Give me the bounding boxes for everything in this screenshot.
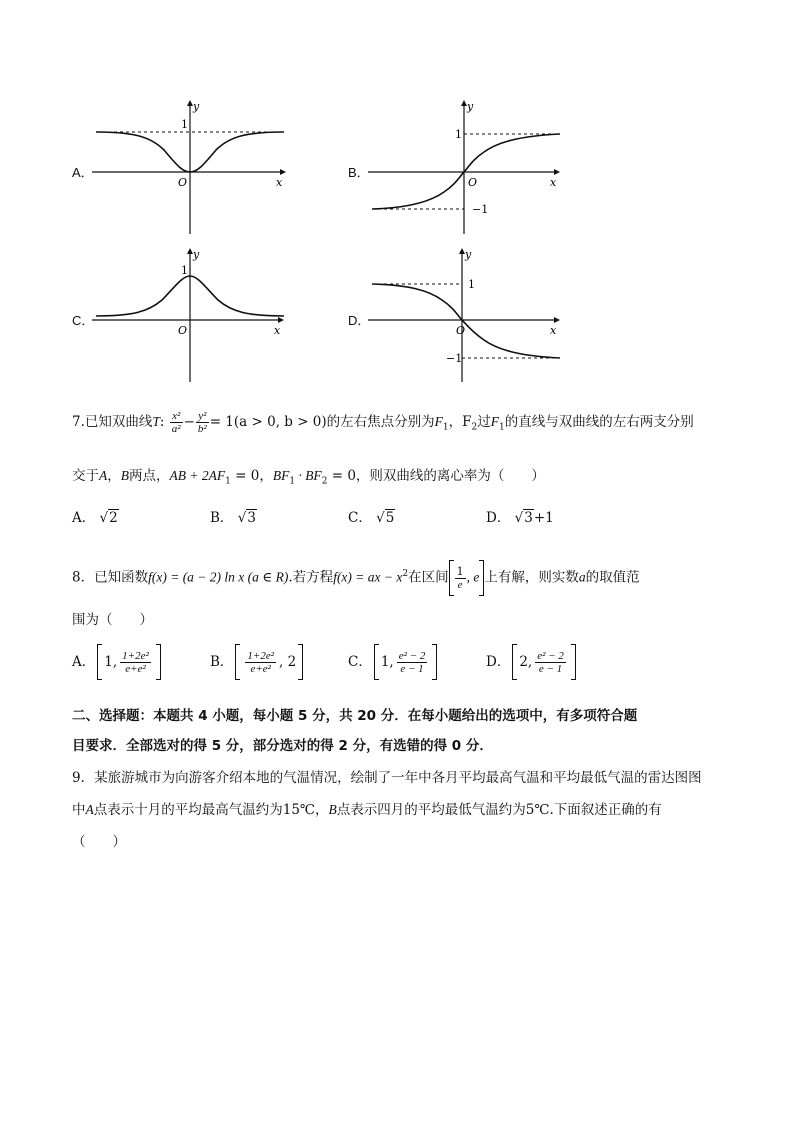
- q7-line2-b: 两点，: [129, 468, 170, 484]
- q9-line2-e: .下面叙述正确的有: [549, 802, 662, 818]
- q8-line-1: 8．已知函数f(x) = (a − 2) ln x (a ∈ R).若方程f(x) = ax − $x^2$在区间 $\frac{1}{e}$ , e 上有解，则实数a的取值范: [72, 560, 640, 596]
- q7-line-1: 7.已知双曲线T: $\frac{\text{x²}}{\text{a²}}$ − $\frac{\text{y²}}{\text{b²}}$ = 1(a > 0, b > 0)的左右焦点分别为$F_1$，$F_2$过$F_1$的直线与双曲线的左右两支分别: [72, 410, 694, 435]
- q7-frac-x: $\frac{\text{x²}}{\text{a²}}$: [171, 410, 181, 435]
- graph-a: [92, 98, 292, 238]
- graph-b: [368, 98, 568, 238]
- axis-x-label: x: [274, 324, 281, 337]
- q7-line-2: 交于A，B两点，AB + $2AF_1 = 0$，$BF_1 \cdot BF_2 = 0$，则双曲线的离心率为（ ）: [72, 468, 545, 487]
- option-a-label: A．: [72, 165, 94, 180]
- q9-line-1: 9．某旅游城市为向游客介绍本地的气温情况，绘制了一年中各月平均最高气温和平均最低气温的雷达图图: [72, 770, 702, 786]
- q7-text-1: 的左右焦点分别为: [326, 414, 435, 430]
- q7-vector-eq-2: BF: [272, 468, 290, 483]
- q9-point-b: B: [328, 802, 337, 817]
- q9-point-a: A: [85, 802, 94, 817]
- axis-x-label: x: [276, 176, 283, 189]
- tick-1-label: 1: [181, 264, 188, 277]
- q7-f1: F: [434, 414, 443, 429]
- q7-prefix: 7.已知双曲线: [72, 414, 153, 430]
- q8-tail: 上有解，则实数: [484, 569, 579, 586]
- q7-vector-eq-1: AB + 2AF: [169, 468, 226, 483]
- origin-label: O: [178, 176, 188, 189]
- q8-option-b[interactable]: B． $\frac{\text{1+2e²}}{\text{e+e²}}$ , 2: [210, 644, 303, 680]
- origin-label: O: [468, 176, 478, 189]
- q7-comma: ，: [107, 468, 121, 484]
- tick-minus-1-label: −1: [472, 203, 489, 216]
- axis-y-label: y: [193, 248, 200, 261]
- option-d-label: D．: [348, 313, 371, 328]
- q7-vector-eq-1-end: = 0: [230, 468, 260, 484]
- q8-equation: f(x) = ax − x: [333, 569, 403, 585]
- q7-point-b: B: [120, 468, 129, 483]
- axis-y-label: y: [193, 100, 200, 113]
- graph-d: [368, 246, 568, 386]
- q9-line-3: （ ）: [72, 834, 126, 850]
- q7-option-a[interactable]: A． √2: [72, 510, 118, 526]
- q9-line-2: [72, 800, 662, 820]
- q8-function: f(x) = (a − 2) ln x (a ∈ R): [148, 569, 289, 585]
- q7-text-2: 过: [477, 414, 491, 430]
- origin-label: O: [456, 324, 466, 337]
- q8-mid: .若方程: [288, 569, 334, 586]
- q9-line2-b: 点表示十月的平均最高气温约为: [93, 802, 283, 818]
- graph-c: [92, 246, 292, 386]
- q7-curve-name: T: [152, 414, 160, 429]
- q7-f2: ，F: [448, 414, 472, 430]
- section-2-heading-line-1: 二、选择题：本题共 4 小题，每小题 5 分，共 20 分．在每小题给出的选项中，有多项符合题: [72, 708, 638, 724]
- q8-prefix: 8．已知函数: [72, 569, 149, 586]
- q9-line2-a: 中: [72, 802, 86, 818]
- tick-1-label: 1: [181, 118, 188, 131]
- q8-tail-2: 的取值范: [585, 569, 640, 586]
- axis-x-label: x: [550, 176, 557, 189]
- option-c-label: C．: [72, 313, 95, 328]
- axis-x-label: x: [550, 324, 557, 337]
- q8-option-d[interactable]: D． 2, $\frac{\text{e² − 2}}{e - 1}$: [486, 644, 576, 680]
- q8-option-c[interactable]: C． 1, $\frac{\text{e² − 2}}{e - 1}$: [348, 644, 437, 680]
- tick-1-label: 1: [468, 278, 475, 291]
- q7-frac-y: $\frac{\text{y²}}{\text{b²}}$: [197, 410, 207, 435]
- q7-vector-eq-2-end: = 0: [327, 468, 356, 484]
- q8-option-a[interactable]: A． 1, $\frac{\text{1+2e²}}{\text{e+e²}}$: [72, 644, 161, 680]
- axis-y-label: y: [467, 100, 474, 113]
- section-2-heading-line-2: 目要求．全部选对的得 5 分，部分选对的得 2 分，有选错的得 0 分．: [72, 738, 493, 754]
- q7-line2-a: 交于: [72, 468, 99, 484]
- tick-minus-1-label: −1: [446, 352, 463, 365]
- option-b-label: B．: [348, 165, 370, 180]
- q9-temp-1: 15℃: [282, 802, 316, 818]
- q7-line2-c: ，则双曲线的离心率为（ ）: [355, 468, 545, 484]
- q7-option-d[interactable]: D． √3+1: [486, 510, 554, 526]
- origin-label: O: [178, 324, 188, 337]
- q7-point-a: A: [99, 468, 108, 483]
- q9-line2-d: 点表示四月的平均最低气温约为: [336, 802, 526, 818]
- tick-1-label: 1: [455, 128, 462, 141]
- q7-text-3: 的直线与双曲线的左右两支分别: [504, 414, 694, 430]
- q9-line2-c: ，: [315, 802, 329, 818]
- q7-condition: = 1(a > 0, b > 0): [209, 414, 327, 430]
- q7-option-b[interactable]: B． √3: [210, 510, 256, 526]
- q8-interval-end: , e: [466, 569, 480, 585]
- q8-line-2: 围为（ ）: [72, 612, 153, 628]
- q7-vector-eq-2-mid: · BF: [295, 468, 322, 483]
- q7-option-c[interactable]: C． √5: [348, 510, 395, 526]
- q9-temp-2: 5℃: [525, 802, 550, 818]
- axis-y-label: y: [465, 248, 472, 261]
- q8-range-text: 在区间: [408, 569, 449, 586]
- q8-var-a: a: [578, 569, 586, 585]
